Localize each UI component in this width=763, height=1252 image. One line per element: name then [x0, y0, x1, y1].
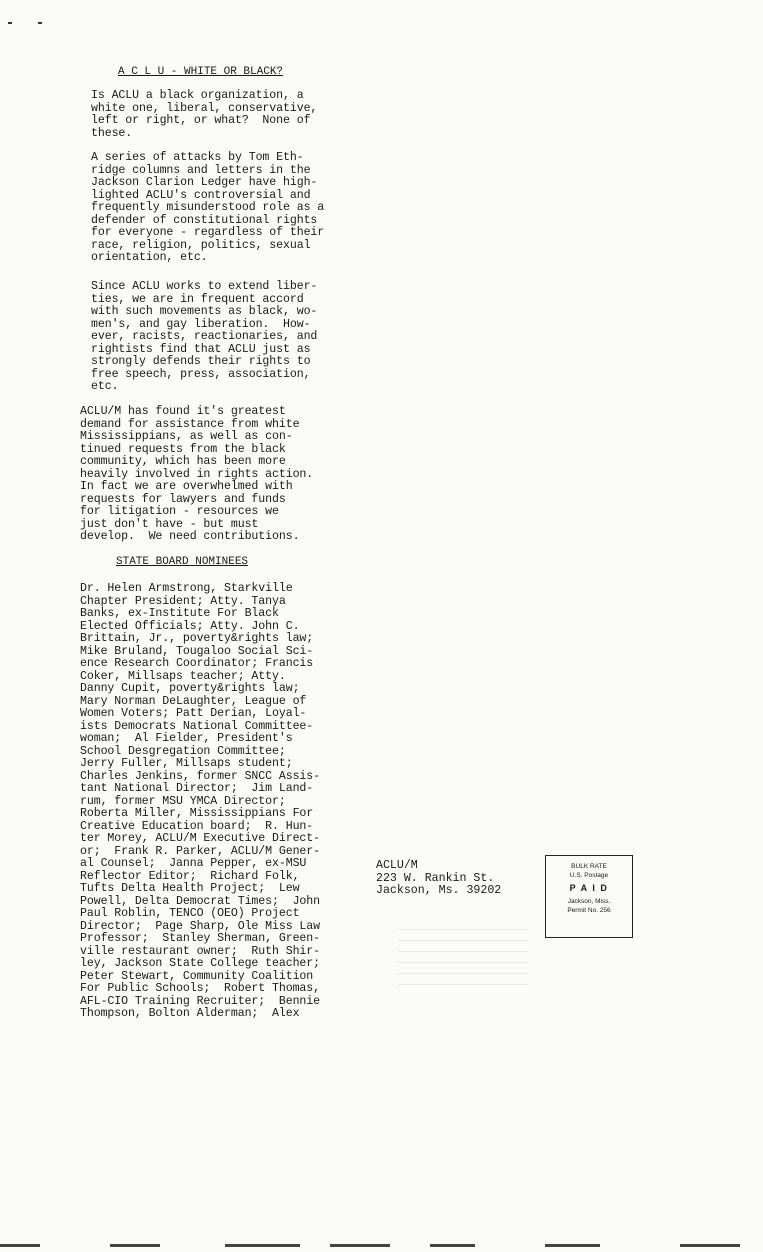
scan-edge-bar	[430, 1244, 475, 1247]
permit-postage: U.S. Postage	[569, 872, 609, 879]
paragraph-demand: ACLU/M has found it's greatest demand for assistance from white Mississippians, as well as con- tinued requests from the black community, which has been more heavily involved in rights action. In fact we are overwhelmed with requests for lawyers and funds for litigation - resources we just don't have - but must develop. We need contributions.	[80, 405, 314, 543]
return-address: ACLU/M 223 W. Rankin St. Jackson, Ms. 39202	[376, 859, 502, 897]
heading-state-board-nominees: STATE BOARD NOMINEES	[116, 556, 249, 568]
permit-bulk-rate: BULK RATE	[571, 863, 607, 870]
postage-permit-box	[545, 855, 633, 938]
permit-paid: P A I D	[569, 883, 609, 893]
scan-edge-bar	[225, 1244, 300, 1247]
scan-edge-bar	[330, 1244, 390, 1247]
paragraph-nominees: Dr. Helen Armstrong, Starkville Chapter President; Atty. Tanya Banks, ex-Institute For Black Elected Officials; Atty. John C. Brittain, Jr., poverty&rights law; Mike Bruland, Tougaloo Social Sci- ence Research Coordinator; Francis Coker, Millsaps teacher; Atty. Danny Cupit, poverty&rights law; Mary Norman DeLaughter, League of Women Voters; Patt Derian, Loyal- ists Democrats National Committee- woman; Al Fielder, President's School Desgregation Committee; Jerry Fuller, Millsaps student; Charles Jenkins, former SNCC Assis- tant National Director; Jim Land- rum, former MSU YMCA Director; Roberta Miller, Mississippians For Creative Education board; R. Hun- ter Morey, ACLU/M Executive Direct- or; Frank R. Parker, ACLU/M Gener- al Counsel; Janna Pepper, ex-MSU Reflector Editor; Richard Folk, Tufts Delta Health Project; Lew Powell, Delta Democrat Times; John Paul Roblin, TENCO (OEO) Project Director; Page Sharp, Ole Miss Law Professor; Stanley Sherman, Green- ville restaurant owner; Ruth Shir- ley, Jackson State College teacher; Peter Stewart, Community Coalition For Public Schools; Robert Thomas, AFL-CIO Training Recruiter; Bennie Thompson, Bolton Alderman; Alex	[80, 582, 321, 1020]
scan-edge-bar	[110, 1244, 160, 1247]
paragraph-attacks: A series of attacks by Tom Eth- ridge columns and letters in the Jackson Clarion Ledger have high- lighted ACLU's controversial and frequently misunderstood role as a defender of constitutional rights for everyone - regardless of their race, religion, politics, sexual orientation, etc.	[91, 151, 325, 264]
scan-edge-bar	[545, 1244, 600, 1247]
paragraph-intro: Is ACLU a black organization, a white one, liberal, conservative, left or right, or what? None of these.	[91, 89, 318, 140]
headline-aclu-white-or-black: A C L U - WHITE OR BLACK?	[118, 66, 284, 78]
scan-mark	[8, 22, 12, 24]
permit-city: Jackson, Miss.	[567, 898, 611, 905]
permit-number: Permit No. 256	[567, 907, 611, 914]
scan-edge-bar	[680, 1244, 740, 1247]
paragraph-liberties: Since ACLU works to extend liber- ties, we are in frequent accord with such movements as black, wo- men's, and gay liberation. How- ever, racists, reactionaries, and rightists find that ACLU just as strongly defends their rights to free speech, press, association, etc.	[91, 280, 318, 393]
scan-edge-bar	[0, 1244, 40, 1247]
scan-mark	[38, 22, 42, 24]
address-label-smudge	[398, 925, 528, 985]
